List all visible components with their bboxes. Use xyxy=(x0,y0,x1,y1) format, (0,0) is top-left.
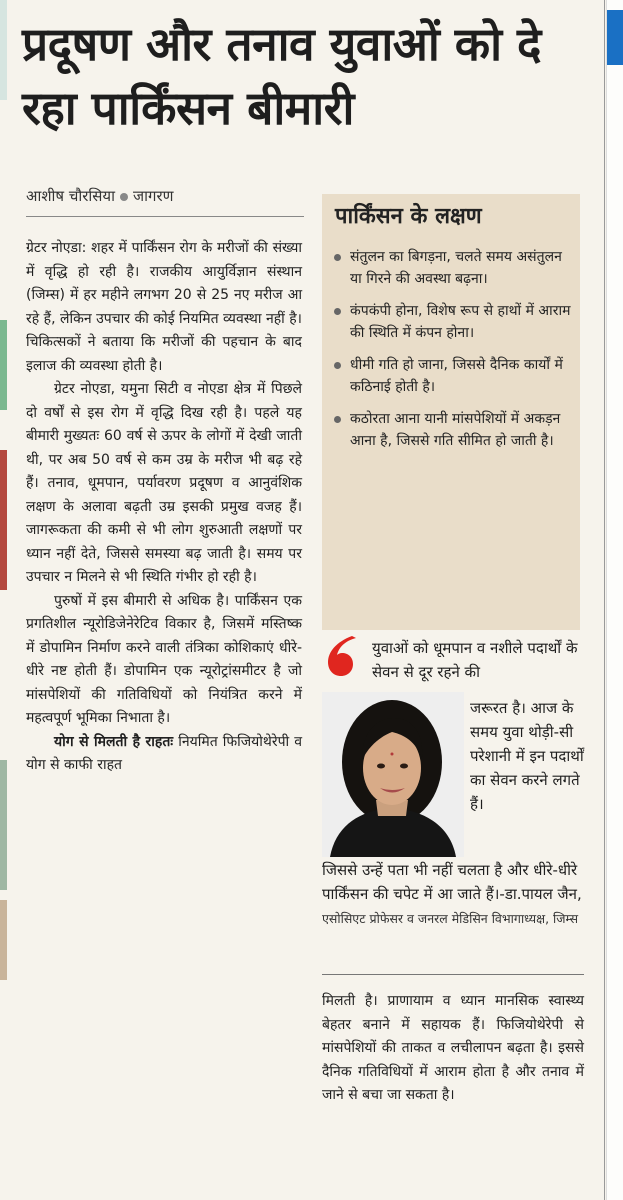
paragraph-3: पुरुषों में इस बीमारी से अधिक है। पार्किंसन एक प्रगतिशील न्यूरोडिजेनेरेटिव विकार है, जिसमें मस्तिष्क में डोपामिन निर्माण करने वाली तंत्रिका कोशिकाएं धीरे-धीरे नष्ट होती हैं। डोपामिन एक न्यूरोट्रांसमीटर है जो मांसपेशियों की गतिविधियों को नियंत्रित करने में महत्वपूर्ण भूमिका निभाता है। xyxy=(26,592,302,726)
bullet-icon xyxy=(334,254,341,261)
symptom-text: धीमी गति हो जाना, जिससे दैनिक कार्यों में कठिनाई होती है। xyxy=(350,357,563,395)
paragraph-4 xyxy=(26,731,302,778)
paragraph-2: ग्रेटर नोएडा, यमुना सिटी व नोएडा क्षेत्र में पिछले दो वर्षों से इस रोग में वृद्धि दिख रही है। पहले यह बीमारी मुख्यतः 60 वर्ष से ऊपर के लोगों में देखी जाती थी, पर अब 50 वर्ष से कम उम्र के मरीज भी बढ़ रहे हैं। तनाव, धूमपान, पर्यावरण प्रदूषण व आनुवंशिक लक्षण के अलावा बढ़ती उम्र इसकी प्रमुख वजह हैं। जागरूकता की कमी से भी लोग शुरुआती लक्षणों पर ध्यान नहीं देते, जिससे समस्या बढ़ जाती है। समय पर उपचार न मिलने से भी स्थिति गंभीर हो रही है। xyxy=(26,381,302,585)
doctor-photo xyxy=(322,692,464,857)
symptom-item xyxy=(332,246,572,290)
byline-source: जागरण xyxy=(133,187,174,205)
column-rule-right xyxy=(604,0,605,1200)
symptoms-title: पार्किंसन के लक्षण xyxy=(335,204,482,229)
byline-rule xyxy=(26,216,304,217)
edge-strip xyxy=(0,0,7,100)
symptom-item xyxy=(332,408,572,452)
quote-mark-icon xyxy=(322,634,362,678)
quote-rule xyxy=(322,974,584,975)
quote-text-end: जिससे उन्हें पता भी नहीं चलता है और धीरे-धीरे पार्किंसन की चपेट में आ जाते हैं। xyxy=(322,861,578,903)
right-page-edge xyxy=(606,0,623,1200)
left-page-edge xyxy=(0,0,14,1200)
byline xyxy=(26,186,173,206)
paragraph-1-text: शहर में पार्किंसन रोग के मरीजों की संख्या में वृद्धि हो रही है। राजकीय आयुर्विज्ञान संस्थान (जिम्स) में हर महीने लगभग 20 से 25 नए मरीज आ रहे हैं, लेकिन उपचार की कोई नियमित व्यवस्था नहीं है। चिकित्सकों ने बताया कि मरीजों की पहचान के बाद इलाज की व्यवस्था होती है। xyxy=(26,240,302,374)
bullet-icon xyxy=(334,308,341,315)
edge-strip xyxy=(0,320,7,410)
symptom-item xyxy=(332,300,572,344)
quote-text-bottom xyxy=(322,858,584,931)
paragraph-5: मिलती है। प्राणायाम व ध्यान मानसिक स्वास्थ्य बेहतर बनाने में सहायक हैं। फिजियोथेरेपी से मांसपेशियों की ताकत व लचीलापन बढ़ता है। इससे दैनिक गतिविधियों में आराम होता है और तनाव में जाने से बचा जा सकता है। xyxy=(322,993,584,1103)
quote-text-top: युवाओं को धूमपान व नशीले पदार्थों के सेवन से दूर रहने की xyxy=(372,639,578,681)
symptom-text: कठोरता आना यानी मांसपेशियों में अकड़न आना है, जिससे गति सीमित हो जाती है। xyxy=(350,411,561,449)
subhead-yoga: योग से मिलती है राहतः xyxy=(54,733,174,750)
symptom-text: संतुलन का बिगड़ना, चलते समय असंतुलन या गिरने की अवस्था बढ़ना। xyxy=(350,249,562,287)
paragraph-4-text: नियमित फिजियोथेरेपी व योग से काफी राहत xyxy=(26,733,303,773)
quote-speaker: -डा.पायल जैन, xyxy=(499,885,582,903)
symptoms-list xyxy=(332,246,572,462)
bullet-icon xyxy=(334,362,341,369)
paragraph-1 xyxy=(26,237,302,378)
headline: प्रदूषण और तनाव युवाओं को दे रहा पार्किंसन बीमारी xyxy=(22,17,541,135)
dateline: ग्रेटर नोएडा: xyxy=(26,240,87,256)
symptom-item xyxy=(332,354,572,398)
quote-text-right: जरूरत है। आज के समय युवा थोड़ी-सी परेशानी में इन पदार्थों का सेवन करने लगते हैं। xyxy=(470,699,584,813)
symptom-text: कंपकंपी होना, विशेष रूप से हाथों में आराम की स्थिति में कंपन होना। xyxy=(350,303,571,341)
right-edge-blue-block xyxy=(607,10,623,65)
article-column-2 xyxy=(322,990,584,1108)
bullet-icon xyxy=(334,416,341,423)
edge-strip xyxy=(0,760,7,890)
byline-author: आशीष चौरसिया xyxy=(26,187,116,205)
edge-strip xyxy=(0,900,7,980)
byline-dot xyxy=(120,193,128,201)
quote-designation: एसोसिएट प्रोफेसर व जनरल मेडिसिन विभागाध्यक्ष, जिम्स xyxy=(322,911,579,926)
article-column-1 xyxy=(26,237,302,778)
edge-strip xyxy=(0,450,7,590)
